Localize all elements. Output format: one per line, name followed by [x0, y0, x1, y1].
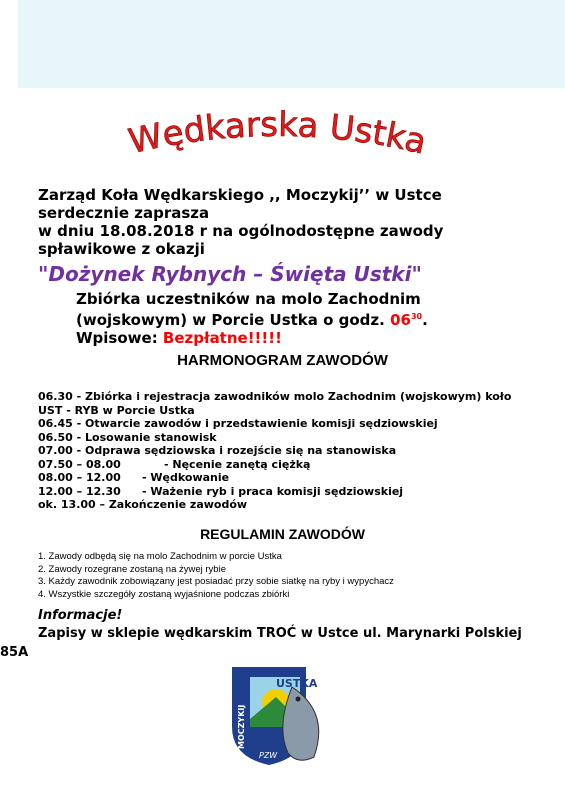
event-name: "Dożynek Rybnych – Święta Ustki"	[38, 262, 422, 286]
fee-value: Bezpłatne!!!!!	[162, 329, 282, 347]
logo-fish-eye-icon	[296, 697, 301, 702]
schedule-item	[38, 458, 538, 472]
schedule-item: 06.50 - Losowanie stanowisk	[38, 430, 217, 444]
schedule-time: 08.00 – 12.00	[38, 471, 121, 484]
info-text-continued: 85A	[0, 645, 29, 660]
meeting-line	[76, 308, 556, 329]
schedule-desc: - Ważenie ryb i praca komisji sędziowskiej	[142, 484, 404, 498]
intro-line: spławikowe z okazji	[38, 240, 205, 258]
logo-bottom-text: PZW	[259, 751, 278, 760]
invitation-text	[38, 186, 538, 258]
meeting-line: Zbiórka uczestników na molo Zachodnim	[76, 290, 421, 308]
schedule-list	[38, 390, 538, 512]
schedule-item	[38, 471, 538, 485]
meeting-place: (wojskowym) w Porcie Ustka o godz.	[76, 311, 385, 329]
schedule-item: 06.45 - Otwarcie zawodów i przedstawienie komisji sędziowskiej	[38, 417, 438, 430]
page-title: Wędkarska Ustka	[125, 110, 431, 163]
rules-list	[38, 551, 538, 601]
meeting-hour: 06	[390, 311, 411, 329]
meeting-info	[76, 290, 556, 347]
logo-fish-icon	[283, 687, 319, 760]
schedule-item: UST - RYB w Porcie Ustka	[38, 403, 195, 417]
meeting-period: .	[422, 311, 428, 329]
info-label: Informacje!	[38, 608, 123, 623]
schedule-item: 07.00 - Odprawa sędziowska i rozejście się na stanowiska	[38, 444, 397, 457]
club-logo	[226, 657, 332, 769]
schedule-desc: - Wędkowanie	[142, 471, 230, 484]
rules-heading: REGULAMIN ZAWODÓW	[200, 526, 365, 542]
schedule-time: 07.50 – 08.00	[38, 457, 121, 471]
schedule-heading: HARMONOGRAM ZAWODÓW	[177, 352, 388, 369]
intro-line: Zarząd Koła Wędkarskiego ,, Moczykij’’ w Ustce	[38, 186, 442, 204]
schedule-time: 12.00 – 12.30	[38, 484, 121, 498]
fee-label: Wpisowe:	[76, 329, 158, 347]
fee-line	[76, 329, 556, 347]
rule-item: 3. Każdy zawodnik zobowiązany jest posiadać przy sobie siatkę na ryby i wypychacz	[38, 576, 394, 587]
logo-top-text: USTKA	[276, 677, 318, 690]
intro-line: serdecznie zaprasza	[38, 204, 210, 222]
schedule-item	[38, 485, 538, 499]
intro-line: w dniu 18.08.2018 r na ogólnodostępne zawody	[38, 222, 444, 240]
meeting-minute: 30	[410, 312, 423, 321]
schedule-desc: - Nęcenie zanętą ciężką	[164, 457, 311, 471]
rule-item: 1. Zawody odbędą się na molo Zachodnim w porcie Ustka	[38, 551, 282, 562]
title-wordart	[60, 110, 500, 190]
info-text: Zapisy w sklepie wędkarskim TROĆ w Ustce ul. Marynarki Polskiej	[38, 626, 522, 641]
logo-side-text: MOCZYKIJ	[237, 704, 246, 749]
schedule-item: ok. 13.00 – Zakończenie zawodów	[38, 498, 248, 511]
header-banner	[18, 0, 565, 88]
rule-item: 4. Wszystkie szczegóły zostaną wyjaśnione podczas zbiórki	[38, 588, 290, 600]
schedule-item: 06.30 - Zbiórka i rejestracja zawodników molo Zachodnim (wojskowym) koło	[38, 390, 512, 403]
rule-item: 2. Zawody rozegrane zostaną na żywej rybie	[38, 563, 226, 575]
